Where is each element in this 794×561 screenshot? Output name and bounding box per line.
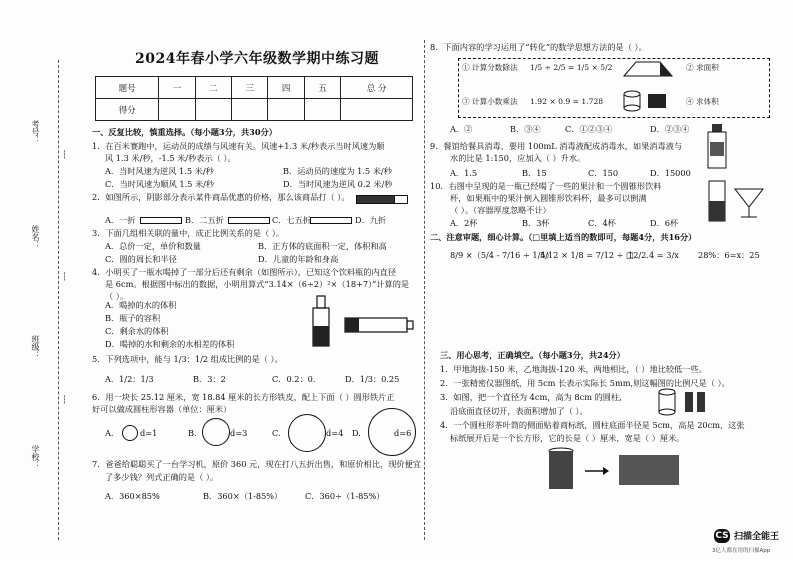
q3-option-d[interactable]: D．儿童的年龄和身高: [258, 254, 339, 264]
q9-option-d[interactable]: D．15000: [650, 168, 691, 178]
q8-item3: ③ 计算小数乘法: [462, 97, 518, 106]
q8-option-a[interactable]: A．②: [450, 124, 473, 134]
score-cell[interactable]: [195, 99, 231, 121]
q1-text: 风 1.3 米/秒，-1.5 米/秒表示（ ）。: [105, 153, 236, 163]
q10-option-b[interactable]: B．3杯: [522, 218, 550, 228]
cut-cylinder-figure: [655, 388, 715, 418]
q6-option-d[interactable]: D.: [352, 428, 361, 438]
score-cell[interactable]: [232, 99, 268, 121]
score-header-cell: 三: [232, 77, 268, 99]
side-label-name: 姓名：: [31, 225, 40, 249]
calc-expr-3: 12/2.4 = 3/x: [628, 250, 679, 260]
q9-text: 9．餐馆给餐具消毒，要用 100mL 消毒液配成消毒水，如果消毒液与: [430, 141, 683, 151]
score-table-score-row: [96, 99, 413, 121]
q4-text: （ ）。: [105, 291, 129, 301]
q2-mini-bar: [228, 217, 270, 224]
binding-mark: ┆: [62, 150, 67, 159]
q6-diameter-d: d=6: [394, 428, 412, 438]
q1-option-a[interactable]: A．当时风速为逆风 1.5 米/秒: [105, 166, 214, 176]
q2-option-b[interactable]: B．二五折: [185, 215, 224, 225]
s3-q4: 标纸展开后是一个长方形，它的长是（ ）厘米，宽是（ ）厘米。: [450, 433, 685, 443]
q9-option-b[interactable]: B．15: [522, 168, 547, 178]
q6-diameter-a: d=1: [140, 428, 158, 438]
q4-text: 是 6cm。根据图中标出的数据，小明用算式“3.14×（6÷2）²×（18+7）”计算的是: [105, 279, 410, 289]
section2-heading: 二、注意审题，细心计算。（□里填上适当的数即可，每题4分，共16分）: [430, 232, 697, 242]
score-header-cell: 二: [195, 77, 231, 99]
q8-item1-expr: 1/5 ÷ 2/5 = 1/5 × 5/2: [530, 63, 613, 72]
circle-c: [288, 414, 326, 452]
q9-text: 水的比是 1:150，应加入（ ）升水。: [450, 153, 586, 163]
q5-text: 5．下列选项中，能与 1/3：1/2 组成比例的是（ ）。: [92, 354, 283, 364]
q6-diameter-b: d=3: [230, 428, 248, 438]
score-row-label: 得分: [96, 99, 159, 121]
q6-text: 6．用一块长 25.12 厘米，宽 18.84 厘米的长方形铁皮，配上下面（ ）圆形铁片正: [92, 392, 395, 402]
side-label-exam-no: 考号：: [31, 120, 40, 144]
watermark-brand: 扫描全能王: [734, 532, 780, 542]
calc-expr-4: 28%：6=x：25: [698, 250, 760, 260]
binding-mark: ┆: [62, 272, 67, 281]
score-cell[interactable]: [159, 99, 195, 121]
q8-item4: ④ 求体积: [686, 97, 719, 106]
juice-and-cone-figure: [705, 175, 775, 225]
q1-text: 1．在百米赛跑中，运动员的成绩与风速有关。风速+1.3 米/秒表示当时风速为顺: [92, 141, 385, 151]
q6-option-a[interactable]: A.: [105, 428, 114, 438]
q6-text: 好可以做成圆柱形容器（单位：厘米）: [92, 404, 232, 414]
q2-text: 2．如图所示，阴影部分表示某件商品优惠的价格，那么该商品打（ ）。: [92, 192, 350, 202]
q3-option-b[interactable]: B．正方体的底面积一定，体积和高: [258, 241, 387, 251]
camscanner-logo-icon: CS: [715, 531, 729, 541]
q10-text: 杯，如果瓶中的果汁倒入圆锥形饮料杯，最多可以倒满: [450, 193, 647, 203]
calc-expr-1: 8/9 ×（5/4 - 7/16 ÷ 1/4）: [450, 250, 554, 260]
q4-option-d[interactable]: D．喝掉的水和剩余的水相差的体积: [105, 339, 235, 349]
q7-text: 7．爸爸给聪聪买了一台学习机，原价 360 元，现在打八五折出售，和原价相比，现价便宜: [92, 459, 421, 469]
score-header-cell: 五: [304, 77, 340, 99]
side-label-school: 学校：: [31, 445, 40, 469]
q6-option-c[interactable]: C.: [272, 428, 281, 438]
q9-option-a[interactable]: A．1.5: [450, 168, 478, 178]
score-table: [95, 76, 413, 121]
q8-item2: ② 求面积: [686, 63, 719, 72]
section1-heading: 一、反复比较，慎重选择。（每小题3分，共30分）: [92, 127, 277, 137]
watermark-tagline: 3亿人都在用的扫描App: [712, 548, 771, 554]
q9-option-c[interactable]: C．150: [588, 168, 619, 178]
q10-text: （ ）。（容器厚度忽略不计）: [450, 205, 551, 215]
q3-option-c[interactable]: C．圆的周长和半径: [105, 254, 177, 264]
q1-option-c[interactable]: C．当时风速为顺风 1.5 米/秒: [105, 179, 215, 189]
q6-diameter-c: d=4: [326, 428, 344, 438]
score-table-header-row: [96, 77, 413, 99]
q5-option-b[interactable]: B．3：2: [193, 374, 226, 384]
q8-item3-expr: 1.92 × 0.9 = 1.728: [530, 97, 604, 106]
q2-option-c[interactable]: C．七五折: [272, 215, 312, 225]
q7-option-a[interactable]: A．360×85%: [105, 491, 160, 501]
q4-option-b[interactable]: B．瓶子的容积: [105, 313, 161, 323]
section3-heading: 三、用心思考，正确填空。（每小题3分，共24分）: [440, 350, 625, 360]
score-header-cell: 一: [159, 77, 195, 99]
q3-option-a[interactable]: A．总价一定，单价和数量: [105, 241, 201, 251]
q8-item1: ① 计算分数除法: [462, 63, 518, 72]
q10-text: 10．右图中呈现的是一瓶已经喝了一些的果汁和一个圆锥形饮料: [430, 181, 662, 191]
q7-text: 了多少钱？列式正确的是（ ）。: [105, 472, 219, 482]
score-cell[interactable]: [304, 99, 340, 121]
trapezoid-figure: [620, 58, 680, 80]
side-label-class: 班级：: [31, 335, 40, 359]
q10-option-d[interactable]: D．6杯: [650, 218, 679, 228]
q4-option-a[interactable]: A．喝掉的水的体积: [105, 300, 177, 310]
q2-option-d[interactable]: D．九折: [355, 215, 387, 225]
cylinder-figure: [620, 88, 670, 114]
column-divider: [424, 40, 425, 540]
calc-expr-2: 5/12 × 1/8 = 7/12 ÷ □: [540, 250, 634, 260]
q8-option-b[interactable]: B．③④: [510, 124, 541, 134]
q8-option-c[interactable]: C．①②③④: [565, 124, 613, 134]
score-cell[interactable]: [341, 99, 413, 121]
q8-option-d[interactable]: D．②③④: [650, 124, 690, 134]
q4-text: 4．小明买了一瓶水喝掉了一部分后还有剩余（如图所示），已知这个饮料瓶的内直径: [92, 267, 397, 277]
q3-text: 3．下面几组相关联的量中，成正比例关系的是（ ）。: [92, 228, 285, 238]
circle-b: [202, 418, 230, 446]
s3-q3: 3．如图，把一个直径为 4cm，高为 8cm 的圆柱,: [440, 392, 622, 402]
q2-mini-bar: [140, 217, 182, 224]
q6-option-b[interactable]: B.: [188, 428, 197, 438]
q2-mini-bar: [310, 217, 352, 224]
s3-q4: 4．一个圆柱形茶叶筒的侧面贴着商标纸，圆柱底面半径是 5cm，高是 20cm，这张: [440, 420, 745, 430]
bottle-diagram: [305, 288, 415, 350]
exam-title: 2024年春小学六年级数学期中练习题: [135, 51, 379, 67]
q1-option-d[interactable]: D．当时风速为逆风 0.2 米/秒: [283, 179, 393, 189]
q5-option-a[interactable]: A．1/2：1/3: [105, 374, 154, 384]
q7-option-c[interactable]: C．360÷（1-85%）: [305, 491, 385, 501]
binding-mark: ┆: [62, 395, 67, 404]
s3-q2: 2．一张精密仪器图纸，用 5cm 长表示实际长 5mm,则这幅图的比例尺是（ ）。: [440, 378, 730, 388]
s3-q1: 1．甲地海拔-150 米，乙地海拔-120 米，两地相比，（ ）地比较低一些。: [440, 364, 707, 374]
q7-option-b[interactable]: B．360×（1-85%）: [203, 491, 283, 501]
score-header-cell: 总 分: [341, 77, 413, 99]
q4-option-c[interactable]: C．剩余水的体积: [105, 326, 169, 336]
circle-a: [122, 425, 138, 441]
disinfectant-bottle: [702, 122, 732, 172]
q5-option-c[interactable]: C．0.2：0.: [272, 374, 316, 384]
score-header-cell: 题号: [96, 77, 159, 99]
score-cell[interactable]: [268, 99, 304, 121]
tea-tin-figure: [545, 447, 685, 497]
q10-option-a[interactable]: A．2杯: [450, 218, 478, 228]
binding-line: [58, 60, 59, 540]
q8-text: 8．下面内容的学习运用了“转化”的数学思想方法的是（ ）。: [430, 42, 647, 52]
q10-option-c[interactable]: C．4杯: [588, 218, 616, 228]
q2-option-a[interactable]: A．一折: [105, 215, 136, 225]
q2-bar-shaded: [356, 195, 395, 204]
s3-q3: 沿底面直径切开，表面积增加了（ ）。: [450, 406, 588, 416]
score-header-cell: 四: [268, 77, 304, 99]
q1-option-b[interactable]: B．运动员的速度为 1.5 米/秒: [283, 166, 392, 176]
q5-option-d[interactable]: D．1/3：0.25: [345, 374, 400, 384]
